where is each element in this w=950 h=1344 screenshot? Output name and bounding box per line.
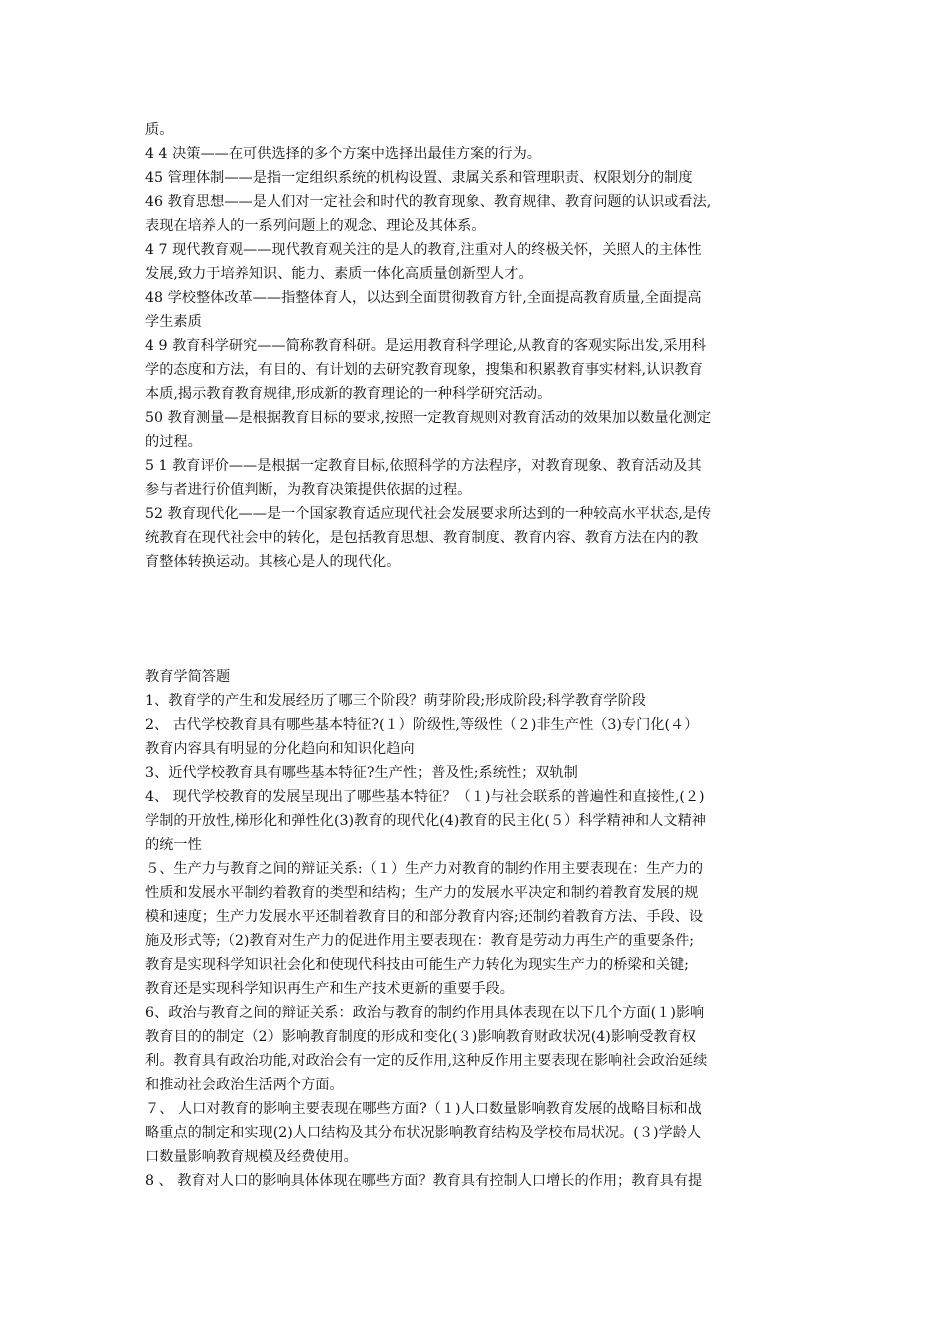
text-line: 4 7 现代教育观——现代教育观关注的是人的教育,注重对人的终极关怀，关照人的主体性 [145, 242, 702, 258]
text-line: 46 教育思想——是人们对一定社会和时代的教育现象、教育规律、教育问题的认识或看法, [145, 194, 712, 210]
qa-item [145, 1001, 815, 1097]
text-line: 参与者进行价值判断，为教育决策提供依据的过程。 [145, 482, 472, 498]
qa-item [145, 785, 815, 857]
text-line: 5 1 教育评价——是根据一定教育目标,依照科学的方法程序，对教育现象、教育活动及其 [145, 458, 702, 474]
definition-item [145, 286, 815, 334]
text-line: 略重点的制定和实现(2)人口结构及其分布状况影响教育结构及学校布局状况。(３)学龄人 [145, 1125, 702, 1141]
text-line: 发展,致力于培养知识、能力、素质一体化高质量创新型人才。 [145, 266, 533, 282]
text-line: 施及形式等;（2)教育对生产力的促进作用主要表现在：教育是劳动力再生产的重要条件; [145, 933, 695, 949]
text-line: 的统一性 [145, 837, 202, 853]
definition-item [145, 166, 815, 190]
text-line: 6、政治与教育之间的辩证关系：政治与教育的制约作用具体表现在以下几个方面(１)影响 [145, 1005, 705, 1021]
text-line: 学的态度和方法，有目的、有计划的去研究教育现象，搜集和积累教育事实材料,认识教育 [145, 362, 703, 378]
text-line: 性质和发展水平制约着教育的类型和结构；生产力的发展水平决定和制约着教育发展的规 [145, 885, 699, 901]
text-line: 利。教育具有政治功能,对政治会有一定的反作用,这种反作用主要表现在影响社会政治延续 [145, 1053, 708, 1069]
definitions-section [145, 118, 815, 574]
text-line: 本质,揭示教育教育规律,形成新的教育理论的一种科学研究活动。 [145, 386, 552, 402]
definition-item [145, 406, 815, 454]
text-line: 模和速度；生产力发展水平还制着教育目的和部分教育内容;还制约着教育方法、手段、设 [145, 909, 704, 925]
text-line: 4、 现代学校教育的发展呈现出了哪些基本特征？（１)与社会联系的普遍性和直接性,(２) [145, 789, 705, 805]
qa-item [145, 713, 815, 761]
text-line: 学制的开放性,梯形化和弹性化(3)教育的现代化(4)教育的民主化(５）科学精神和人文精神 [145, 813, 706, 829]
text-line: 2、 古代学校教育具有哪些基本特征?(１）阶级性,等级性（２)非生产性（3)专门化(４） [145, 717, 699, 733]
text-line: 4 4 决策——在可供选择的多个方案中选择出最佳方案的行为。 [145, 146, 541, 162]
qa-item [145, 857, 815, 1001]
text-line: 50 教育测量—是根据教育目标的要求,按照一定教育规则对教育活动的效果加以数量化测定 [145, 410, 712, 426]
text-line: 8 、 教育对人口的影响具体体现在哪些方面？教育具有控制人口增长的作用；教育具有提 [145, 1173, 703, 1189]
text-line: 和推动社会政治生活两个方面。 [145, 1077, 344, 1093]
text-line: 教育还是实现科学知识再生产和生产技术更新的重要手段。 [145, 981, 514, 997]
definition-item [145, 190, 815, 238]
text-line: 学生素质 [145, 314, 202, 330]
text-line: 45 管理体制——是指一定组织系统的机构设置、隶属关系和管理职责、权限划分的制度 [145, 170, 693, 186]
text-line: 教育内容具有明显的分化趋向和知识化趋向 [145, 741, 415, 757]
text-line: 统教育在现代社会中的转化，是包括教育思想、教育制度、教育内容、教育方法在内的教 [145, 530, 699, 546]
text-line: 的过程。 [145, 434, 202, 450]
text-line: 教育目的的制定（2）影响教育制度的形成和变化(３)影响教育财政状况(4)影响受教育权 [145, 1029, 696, 1045]
text-line: 育整体转换运动。其核心是人的现代化。 [145, 554, 401, 570]
qa-item [145, 689, 815, 713]
qa-item [145, 761, 815, 785]
text-line: 口数量影响教育规模及经费使用。 [145, 1149, 358, 1165]
qa-item [145, 1097, 815, 1169]
text-line: 48 学校整体改革——指整体育人，以达到全面贯彻教育方针,全面提高教育质量,全面提高 [145, 290, 702, 306]
text-line: 表现在培养人的一系列问题上的观念、理论及其体系。 [145, 218, 486, 234]
text-line: ７、 人口对教育的影响主要表现在哪些方面?（１)人口数量影响教育发展的战略目标和战 [145, 1101, 702, 1117]
definition-item [145, 142, 815, 166]
text-line: 52 教育现代化——是一个国家教育适应现代社会发展要求所达到的一种较高水平状态,是传 [145, 506, 712, 522]
definition-item [145, 118, 815, 142]
text-line: 3、近代学校教育具有哪些基本特征?生产性；普及性;系统性；双轨制 [145, 765, 578, 781]
definition-item [145, 454, 815, 502]
text-line: 1、教育学的产生和发展经历了哪三个阶段？萌芽阶段;形成阶段;科学教育学阶段 [145, 693, 646, 709]
definition-item [145, 502, 815, 574]
qa-section [145, 665, 815, 1193]
text-line: 质。 [145, 122, 174, 138]
text-line: ５、生产力与教育之间的辩证关系:（１）生产力对教育的制约作用主要表现在：生产力的 [145, 861, 704, 877]
text-line: 4 9 教育科学研究——简称教育科研。是运用教育科学理论,从教育的客观实际出发,采用科 [145, 338, 707, 354]
definition-item [145, 334, 815, 406]
definition-item [145, 238, 815, 286]
text-line: 教育是实现科学知识社会化和使现代科技由可能生产力转化为现实生产力的桥梁和关键; [145, 957, 689, 973]
qa-item [145, 1169, 815, 1193]
section-title: 教育学简答题 [145, 669, 231, 685]
